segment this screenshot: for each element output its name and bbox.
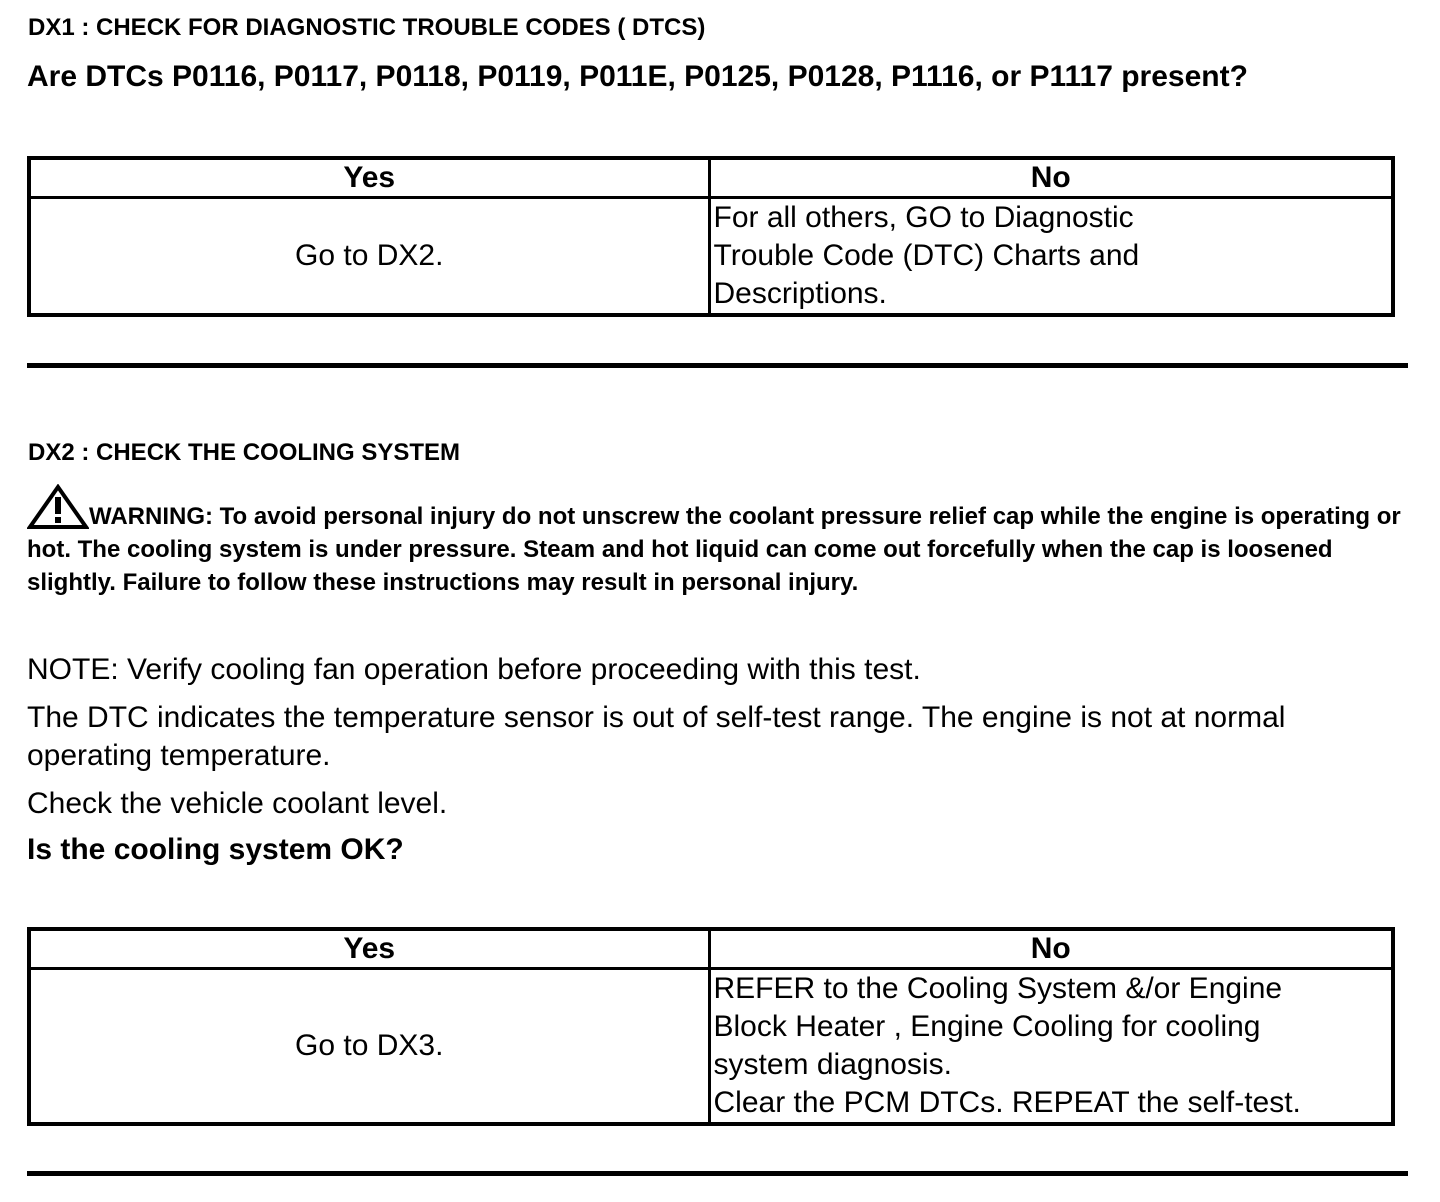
section-divider — [27, 363, 1408, 368]
note-text: NOTE: Verify cooling fan operation before proceeding with this test. — [27, 653, 921, 686]
no-action — [709, 198, 1393, 316]
warning-triangle-icon — [27, 484, 89, 530]
no-action-line: Clear the PCM DTCs. REPEAT the self-test. — [713, 1086, 1301, 1119]
no-action — [709, 969, 1393, 1125]
warning-text: WARNING: To avoid personal injury do not unscrew the coolant pressure relief cap while the engine is operating or hot. The cooling system is under pressure. Steam and hot liquid can come out forcefully when the cap is loosened slightly. Failure to follow these instructions may result in personal injury. — [27, 503, 1401, 596]
dtc-explanation: The DTC indicates the temperature sensor is out of self-test range. The engine is not at normal operating temperature. — [27, 701, 1286, 772]
dx1-title: DX1 : CHECK FOR DIAGNOSTIC TROUBLE CODES ( DTCS) — [28, 14, 706, 41]
no-header: No — [709, 158, 1393, 198]
dx2-result-table — [27, 927, 1395, 1126]
dx2-title: DX2 : CHECK THE COOLING SYSTEM — [28, 439, 461, 466]
yes-header: Yes — [29, 929, 709, 969]
no-action-line: For all others, GO to Diagnostic — [713, 201, 1134, 234]
yes-header: Yes — [29, 158, 709, 198]
dx1-result-table — [27, 156, 1395, 317]
no-action-line: Trouble Code (DTC) Charts and — [713, 239, 1140, 272]
no-action-line: Descriptions. — [713, 277, 887, 310]
dx2-question: Is the cooling system OK? — [27, 833, 404, 866]
warning-block — [27, 484, 1407, 599]
no-header: No — [709, 929, 1393, 969]
no-action-line: Block Heater , Engine Cooling for cooling — [713, 1010, 1261, 1043]
yes-action: Go to DX2. — [29, 198, 709, 316]
yes-action: Go to DX3. — [29, 969, 709, 1125]
dx1-question: Are DTCs P0116, P0117, P0118, P0119, P011E, P0125, P0128, P1116, or P1117 present? — [27, 60, 1248, 93]
no-action-line: REFER to the Cooling System &/or Engine — [713, 972, 1283, 1005]
no-action-line: system diagnosis. — [713, 1048, 952, 1081]
coolant-check-text: Check the vehicle coolant level. — [27, 787, 448, 820]
section-divider — [27, 1171, 1408, 1176]
